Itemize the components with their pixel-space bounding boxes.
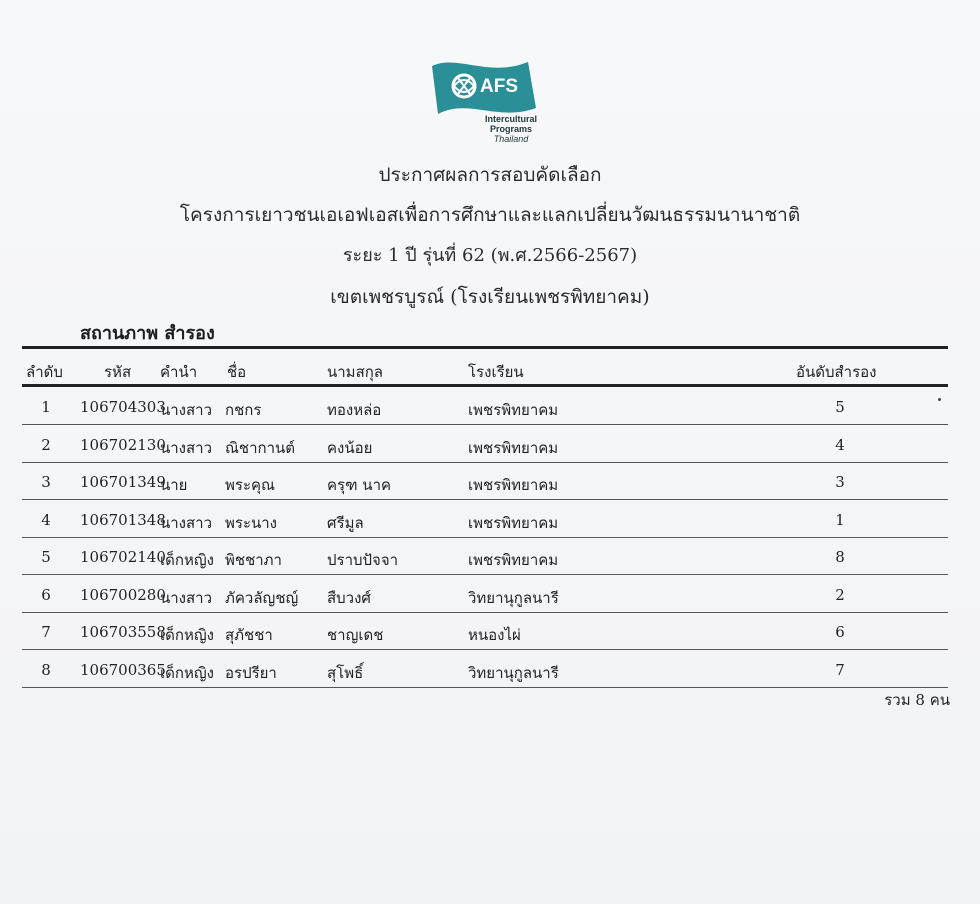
cell-no: 2	[41, 435, 51, 454]
row-divider	[22, 462, 948, 463]
cell-no: 4	[41, 510, 51, 529]
row-divider	[22, 612, 948, 613]
cell-rank: 7	[835, 660, 845, 679]
cell-surname: ทองหล่อ	[327, 401, 382, 419]
row-divider	[22, 649, 948, 650]
cell-code: 106702130	[80, 435, 166, 454]
cell-surname: ชาญเดช	[327, 626, 384, 644]
cell-school: วิทยานุกูลนารี	[468, 663, 559, 682]
cell-rank: 1	[835, 510, 845, 529]
status-label: สถานภาพ สำรอง	[80, 323, 215, 344]
cell-school: เพชรพิทยาคม	[468, 401, 559, 419]
cell-code: 106704303	[80, 398, 166, 416]
cell-rank: 5	[835, 398, 845, 416]
cell-no: 7	[41, 623, 51, 641]
cell-no: 5	[41, 548, 51, 566]
cell-code: 106702140	[80, 548, 166, 566]
cell-name: กชกร	[225, 401, 262, 419]
cell-prefix: นางสาว	[160, 513, 213, 532]
cell-name: ภัควลัญชญ์	[225, 588, 299, 607]
header-name: ชื่อ	[227, 363, 247, 381]
program-title: โครงการเยาวชนเอเอฟเอสเพื่อการศึกษาและแลกเปลี่ยนวัฒนธรรมนานาชาติ	[179, 204, 801, 226]
cell-no: 3	[41, 473, 51, 491]
cell-name: พระคุณ	[225, 476, 275, 494]
afs-flag-icon	[428, 52, 536, 118]
cell-code: 106700280	[80, 585, 166, 604]
row-divider	[22, 574, 948, 575]
cell-prefix: เด็กหญิง	[160, 663, 214, 682]
total-count: รวม 8 คน	[884, 691, 950, 709]
row-divider	[22, 687, 948, 688]
logo-brand: AFS	[480, 76, 518, 97]
cell-name: พิชชาภา	[225, 551, 282, 569]
row-divider	[22, 537, 948, 538]
header-bottom-rule	[22, 384, 948, 387]
cell-surname: คงน้อย	[327, 438, 373, 457]
cell-rank: 4	[835, 435, 845, 454]
cell-surname: สืบวงศ์	[327, 588, 371, 607]
row-divider	[22, 499, 948, 500]
cell-no: 6	[41, 585, 51, 604]
term-line: ระยะ 1 ปี รุ่นที่ 62 (พ.ศ.2566-2567)	[342, 245, 638, 266]
cell-name: สุภัชชา	[225, 626, 273, 644]
cell-rank: 8	[835, 548, 845, 566]
cell-prefix: นาย	[160, 476, 188, 494]
cell-school: เพชรพิทยาคม	[468, 513, 559, 532]
cell-surname: สุโพธิ์	[327, 663, 364, 682]
cell-no: 8	[41, 660, 51, 679]
header-code: รหัส	[104, 363, 132, 381]
cell-prefix: เด็กหญิง	[160, 551, 214, 569]
header-school: โรงเรียน	[468, 363, 524, 381]
cell-rank: 2	[835, 585, 845, 604]
announcement-title: ประกาศผลการสอบคัดเลือก	[378, 164, 602, 186]
cell-surname: ปราบปัจจา	[327, 551, 399, 569]
header-surname: นามสกุล	[327, 363, 383, 381]
area-line: เขตเพชรบูรณ์ (โรงเรียนเพชรพิทยาคม)	[330, 286, 650, 308]
header-no: ลำดับ	[26, 363, 63, 381]
cell-surname: ครุฑ นาค	[327, 476, 392, 494]
cell-prefix: นางสาว	[160, 401, 213, 419]
cell-name: อรปรียา	[225, 663, 277, 682]
cell-prefix: เด็กหญิง	[160, 626, 214, 644]
cell-code: 106700365	[80, 660, 166, 679]
cell-code: 106701348	[80, 510, 166, 529]
cell-surname: ศรีมูล	[327, 513, 364, 532]
logo-subtitle	[476, 114, 546, 144]
logo-line2: Programs	[489, 124, 533, 134]
cell-school: เพชรพิทยาคม	[468, 476, 559, 494]
cell-school: วิทยานุกูลนารี	[468, 588, 559, 607]
afs-logo	[428, 52, 540, 152]
stray-mark	[938, 398, 941, 401]
cell-school: เพชรพิทยาคม	[468, 551, 559, 569]
cell-code: 106703558	[80, 623, 166, 641]
cell-prefix: นางสาว	[160, 438, 213, 457]
cell-no: 1	[41, 398, 51, 416]
table-top-rule	[22, 346, 948, 349]
cell-name: พระนาง	[225, 513, 278, 532]
cell-code: 106701349	[80, 473, 166, 491]
header-prefix: คำนำ	[160, 363, 198, 381]
cell-school: หนองไผ่	[468, 626, 521, 644]
row-divider	[22, 424, 948, 425]
header-rank: อันดับสำรอง	[796, 363, 877, 381]
cell-name: ณิชากานต์	[225, 438, 296, 457]
cell-rank: 6	[835, 623, 845, 641]
cell-school: เพชรพิทยาคม	[468, 438, 559, 457]
logo-country: Thailand	[493, 134, 529, 144]
logo-line1: Intercultural	[484, 114, 537, 124]
cell-prefix: นางสาว	[160, 588, 213, 607]
cell-rank: 3	[835, 473, 845, 491]
